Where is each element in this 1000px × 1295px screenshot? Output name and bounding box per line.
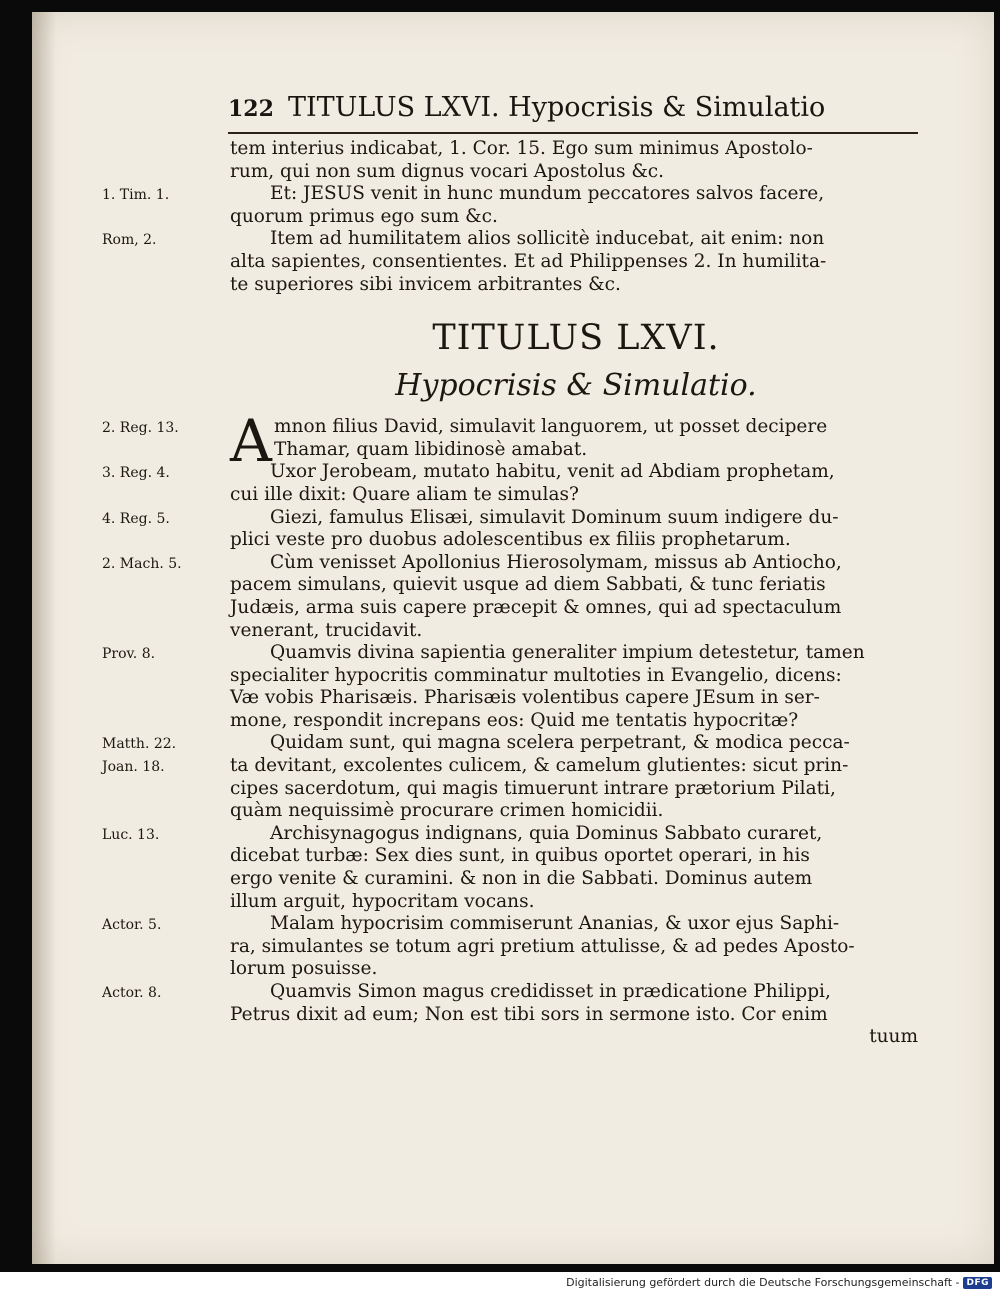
paragraph-entry (102, 823, 922, 913)
text-line: ra, simulantes se totum agri pretium attulisse, & ad pedes Aposto- (230, 935, 855, 957)
paragraph-entry (102, 913, 922, 981)
margin-reference: Rom, 2. (102, 232, 157, 249)
digitization-footer (566, 1276, 992, 1289)
text-line: Et: JESUS venit in hunc mundum peccatores salvos facere, (270, 183, 825, 205)
text-line: ta devitant, excolentes culicem, & camelum glutientes: sicut prin- (230, 755, 849, 777)
text-line: illum arguit, hypocritam vocans. (230, 890, 535, 912)
text-line: rum, qui non sum dignus vocari Apostolus &c. (230, 160, 665, 182)
margin-reference: 1. Tim. 1. (102, 187, 170, 204)
text-line: alta sapientes, consentientes. Et ad Philippenses 2. In humilita- (230, 250, 827, 272)
text-line: Quamvis divina sapientia generaliter impium detestetur, tamen (270, 642, 865, 664)
text-line: Væ vobis Pharisæis. Pharisæis volentibus capere JEsum in ser- (230, 687, 820, 709)
text-line: te superiores sibi invicem arbitrantes &c. (230, 273, 621, 295)
text-line: Thamar, quam libidinosè amabat. (274, 438, 588, 460)
margin-reference: 3. Reg. 4. (102, 465, 170, 482)
section-title (102, 316, 922, 406)
text-line: cui ille dixit: Quare aliam te simulas? (230, 483, 579, 505)
paragraph-entry (102, 228, 922, 296)
footer-credit: Digitalisierung gefördert durch die Deutsche Forschungsgemeinschaft - (566, 1276, 960, 1289)
text-line: dicebat turbæ: Sex dies sunt, in quibus oportet operari, in his (230, 845, 810, 867)
paragraph-entry (102, 183, 922, 228)
text-line: quàm nequissimè procurare crimen homicidii. (230, 800, 664, 822)
running-header (228, 92, 848, 132)
text-line: Archisynagogus indignans, quia Dominus Sabbato curaret, (270, 822, 823, 844)
margin-reference: 2. Mach. 5. (102, 555, 182, 572)
text-line: Petrus dixit ad eum; Non est tibi sors in sermone isto. Cor enim (230, 1003, 828, 1025)
paragraph-entry (102, 732, 922, 822)
catchword: tuum (869, 1026, 918, 1048)
text-line: specialiter hypocritis comminatur multoties in Evangelio, dicens: (230, 664, 842, 686)
page-number: 122 (228, 96, 274, 122)
text-line: plici veste pro duobus adolescentibus ex filiis prophetarum. (230, 529, 791, 551)
title-main: TITULUS LXVI. (432, 318, 720, 359)
title-subtitle: Hypocrisis & Simulatio. (395, 368, 757, 404)
margin-reference: Joan. 18. (102, 759, 165, 776)
paragraph-entry (102, 642, 922, 732)
text-line: tem interius indicabat, 1. Cor. 15. Ego sum minimus Apostolo- (230, 138, 813, 159)
paragraph-entry (102, 552, 922, 642)
page-body (102, 138, 922, 1049)
margin-reference: 4. Reg. 5. (102, 510, 170, 527)
running-title: TITULUS LXVI. Hypocrisis & Simulatio (287, 92, 826, 123)
text-line: lorum posuisse. (230, 958, 378, 980)
margin-reference: Luc. 13. (102, 826, 160, 843)
margin-reference: Actor. 8. (102, 985, 162, 1001)
text-line: Item ad humilitatem alios sollicitè inducebat, ait enim: non (270, 228, 825, 250)
text-line: Giezi, famulus Elisæi, simulavit Dominum suum indigere du- (270, 506, 839, 528)
text-line: Quamvis Simon magus credidisset in prædicatione Philippi, (270, 981, 831, 1002)
gutter-shadow (32, 12, 56, 1264)
dfg-logo: DFG (963, 1277, 992, 1289)
text-line: quorum primus ego sum &c. (230, 205, 498, 227)
text-line: venerant, trucidavit. (230, 619, 423, 641)
text-line: cipes sacerdotum, qui magis timuerunt intrare prætorium Pilati, (230, 777, 836, 799)
text-line: mnon filius David, simulavit languorem, ut posset decipere (274, 416, 828, 438)
header-rule (228, 132, 918, 134)
text-line: Uxor Jerobeam, mutato habitu, venit ad Abdiam prophetam, (270, 461, 835, 483)
text-line: ergo venite & curamini. & non in die Sabbati. Dominus autem (230, 868, 813, 890)
text-line: Quidam sunt, qui magna scelera perpetrant, & modica pecca- (270, 732, 850, 754)
text-line: Judæis, arma suis capere præcepit & omnes, qui ad spectaculum (230, 596, 842, 618)
margin-reference: 2. Reg. 13. (102, 420, 179, 437)
text-line: Malam hypocrisim commiserunt Ananias, & uxor ejus Saphi- (270, 913, 840, 935)
margin-reference: Matth. 22. (102, 736, 177, 753)
paragraph-entry (102, 461, 922, 506)
text-line: pacem simulans, quievit usque ad diem Sabbati, & tunc feriatis (230, 574, 826, 596)
paragraph-entry (102, 507, 922, 552)
drop-cap: A (230, 407, 272, 476)
margin-reference: Prov. 8. (102, 646, 156, 663)
margin-reference: Actor. 5. (102, 917, 162, 934)
text-line: Cùm venisset Apollonius Hierosolymam, missus ab Antiocho, (270, 551, 842, 573)
text-line: mone, respondit increpans eos: Quid me tentatis hypocritæ? (230, 709, 799, 731)
paragraph-entry (102, 981, 922, 1049)
continuation-entry (102, 138, 922, 183)
